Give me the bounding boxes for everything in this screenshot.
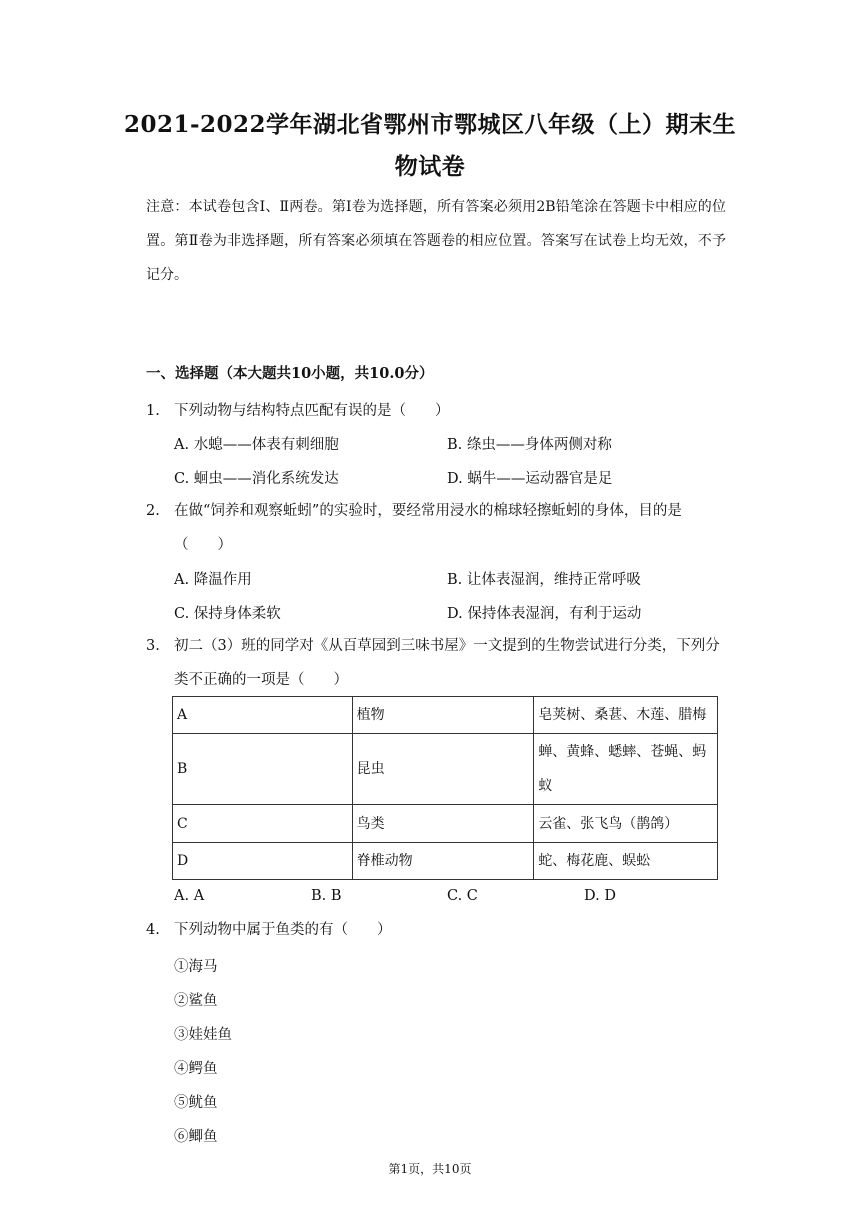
option-c[interactable]: C. 蛔虫——消化系统发达 <box>174 471 339 487</box>
option-d[interactable]: D. 蜗牛——运动器官是足 <box>447 471 613 487</box>
list-item: ④鳄鱼 <box>174 1061 218 1077</box>
list-item: ⑤鱿鱼 <box>174 1095 218 1111</box>
question-1 <box>146 394 720 428</box>
table-cell: 云雀、张飞鸟（鹊鸽） <box>534 805 718 843</box>
list-item: ②鲨鱼 <box>174 993 218 1009</box>
question-text: 下列动物中属于鱼类的有（ ） <box>174 922 392 938</box>
question-2 <box>146 494 720 562</box>
option-c[interactable]: C. 保持身体柔软 <box>174 606 281 622</box>
table-cell: B <box>173 734 353 805</box>
table-row <box>173 734 718 805</box>
classification-table <box>172 696 718 880</box>
table-cell: A <box>173 697 353 734</box>
option-a[interactable]: A. A <box>174 888 205 904</box>
question-3 <box>146 629 720 697</box>
table-cell: C <box>173 805 353 843</box>
table-cell: 鸟类 <box>352 805 534 843</box>
page-title <box>120 104 740 188</box>
question-number: 1. <box>146 403 160 419</box>
table-row <box>173 843 718 880</box>
list-item: ①海马 <box>174 959 218 975</box>
option-b[interactable]: B. 绦虫——身体两侧对称 <box>447 437 612 453</box>
table-cell: 皂荚树、桑葚、木莲、腊梅 <box>534 697 718 734</box>
question-text: 在做“饲养和观察蚯蚓”的实验时，要经常用浸水的棉球轻擦蚯蚓的身体，目的是（ ） <box>174 503 682 553</box>
option-d[interactable]: D. 保持体表湿润，有利于运动 <box>447 606 642 622</box>
title-line-2: 物试卷 <box>394 153 466 180</box>
table-row <box>173 805 718 843</box>
list-item: ③娃娃鱼 <box>174 1027 232 1043</box>
question-text: 初二（3）班的同学对《从百草园到三味书屋》一文提到的生物尝试进行分类，下列分类不正确的一项是（ ） <box>174 638 720 688</box>
question-text: 下列动物与结构特点匹配有误的是（ ） <box>174 403 450 419</box>
exam-note: 注意：本试卷包含Ⅰ、Ⅱ两卷。第Ⅰ卷为选择题，所有答案必须用2B铅笔涂在答题卡中相应的位置。第Ⅱ卷为非选择题，所有答案必须填在答题卷的相应位置。答案写在试卷上均无效，不予记分。 <box>146 199 726 283</box>
section-heading: 一、选择题（本大题共10小题，共10.0分） <box>146 365 434 382</box>
option-a[interactable]: A. 水螅——体表有刺细胞 <box>174 437 339 453</box>
table-cell: D <box>173 843 353 880</box>
option-a[interactable]: A. 降温作用 <box>174 572 252 588</box>
table-cell: 蛇、梅花鹿、蜈蚣 <box>534 843 718 880</box>
question-4 <box>146 913 720 947</box>
question-number: 2. <box>146 503 160 519</box>
question-number: 3. <box>146 638 160 654</box>
option-b[interactable]: B. B <box>311 888 342 904</box>
page-footer: 第1页，共10页 <box>388 1162 472 1176</box>
table-cell: 脊椎动物 <box>352 843 534 880</box>
list-item: ⑥鲫鱼 <box>174 1129 218 1145</box>
title-line-1: 2021-2022学年湖北省鄂州市鄂城区八年级（上）期末生 <box>123 111 737 138</box>
table-cell: 植物 <box>352 697 534 734</box>
option-c[interactable]: C. C <box>447 888 478 904</box>
option-d[interactable]: D. D <box>584 888 616 904</box>
table-row <box>173 697 718 734</box>
question-number: 4. <box>146 922 160 938</box>
table-cell: 蝉、黄蜂、蟋蟀、苍蝇、蚂蚁 <box>534 734 718 805</box>
option-b[interactable]: B. 让体表湿润，维持正常呼吸 <box>447 572 641 588</box>
table-cell: 昆虫 <box>352 734 534 805</box>
